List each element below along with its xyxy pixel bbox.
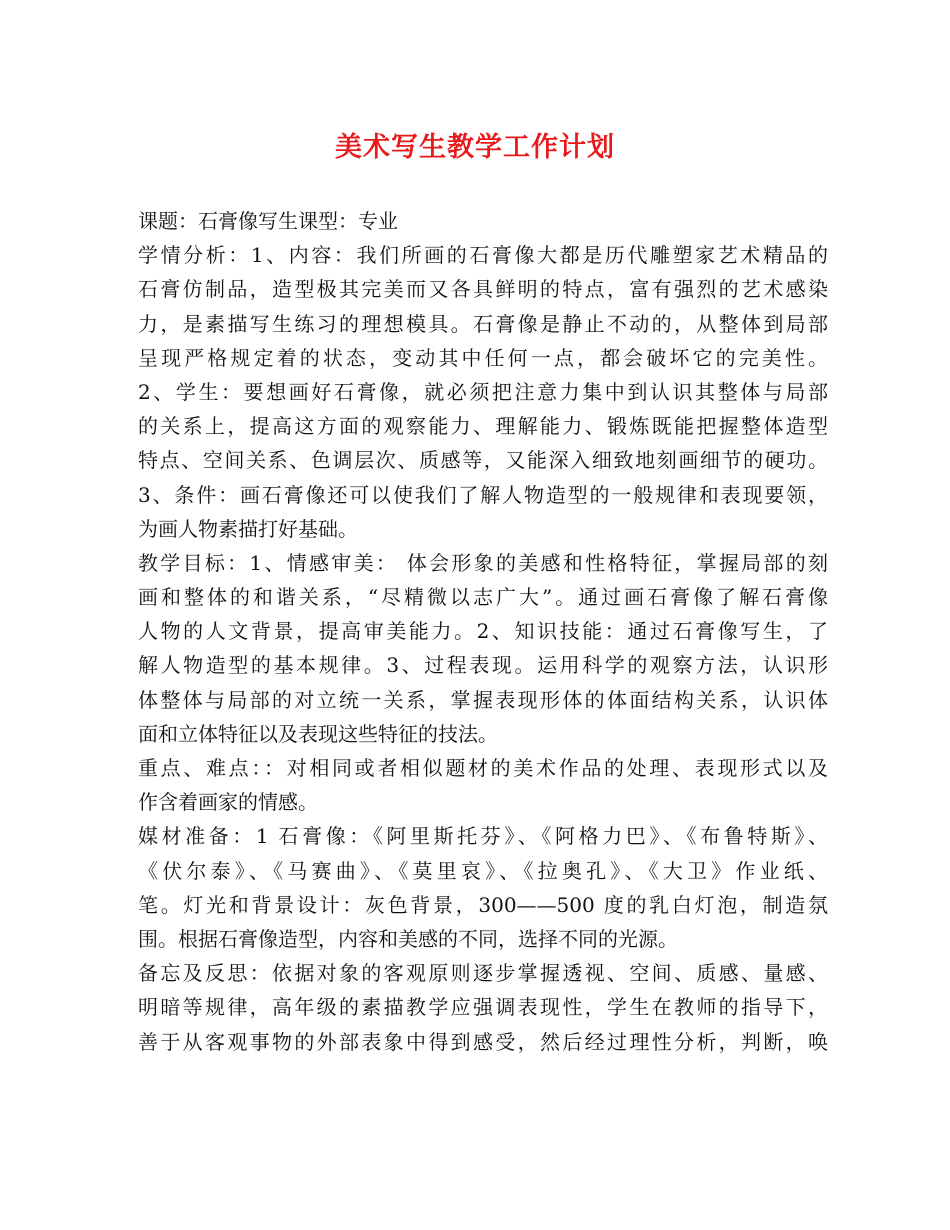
body-line: 力，是素描写生练习的理想模具。石膏像是静止不动的，从整体到局部 <box>138 311 828 336</box>
body-line: 笔。灯光和背景设计：灰色背景，300——500 度的乳白灯泡，制造氛 <box>138 892 828 917</box>
body-line: 围。根据石膏像造型，内容和美感的不同，选择不同的光源。 <box>138 926 678 951</box>
body-line: 体整体与局部的对立统一关系，掌握表现形体的体面结构关系，认识体 <box>138 687 828 712</box>
body-line: 善于从客观事物的外部表象中得到感受，然后经过理性分析，判断，唤 <box>138 1029 828 1054</box>
body-line: 为画人物素描打好基础。 <box>138 516 358 541</box>
body-line: 画和整体的和谐关系，“尽精微以志广大”。通过画石膏像了解石膏像 <box>138 585 828 610</box>
body-line: 石膏仿制品，造型极其完美而又各具鲜明的特点，富有强烈的艺术感染 <box>138 277 828 302</box>
body-line: 《伏尔泰》、《马赛曲》、《莫里哀》、《拉奥孔》、《大卫》作业纸、 <box>138 858 828 883</box>
body-line: 人物的人文背景，提高审美能力。2、知识技能：通过石膏像写生，了 <box>138 619 828 644</box>
body-line: 课题：石膏像写生课型：专业 <box>138 209 398 233</box>
body-line: 教学目标：1、情感审美： 体会形象的美感和性格特征，掌握局部的刻 <box>138 550 828 575</box>
body-line: 呈现严格规定着的状态，变动其中任何一点，都会破坏它的完美性。 <box>138 345 828 370</box>
body-line: 解人物造型的基本规律。3、过程表现。运用科学的观察方法，认识形 <box>138 653 828 678</box>
document-title: 美术写生教学工作计划 <box>335 132 615 163</box>
body-line: 特点、空间关系、色调层次、质感等，又能深入细致地刻画细节的硬功。 <box>138 448 828 473</box>
body-line: 2、学生：要想画好石膏像，就必须把注意力集中到认识其整体与局部 <box>138 379 828 404</box>
body-line: 备忘及反思：依据对象的客观原则逐步掌握透视、空间、质感、量感、 <box>138 961 828 986</box>
body-line: 媒材准备：1 石膏像：《阿里斯托芬》、《阿格力巴》、《布鲁特斯》、 <box>138 824 828 849</box>
body-line: 的关系上，提高这方面的观察能力、理解能力、锻炼既能把握整体造型 <box>138 414 828 439</box>
body-line: 学情分析：1、内容：我们所画的石膏像大都是历代雕塑家艺术精品的 <box>138 243 828 268</box>
body-line: 面和立体特征以及表现这些特征的技法。 <box>138 721 498 746</box>
body-line: 3、条件：画石膏像还可以使我们了解人物造型的一般规律和表现要领， <box>138 482 828 507</box>
document-body <box>138 204 828 1059</box>
body-line: 重点、难点：：对相同或者相似题材的美术作品的处理、表现形式以及 <box>138 756 828 780</box>
body-line: 明暗等规律，高年级的素描教学应强调表现性，学生在教师的指导下， <box>138 995 828 1020</box>
body-line: 作含着画家的情感。 <box>138 790 318 815</box>
